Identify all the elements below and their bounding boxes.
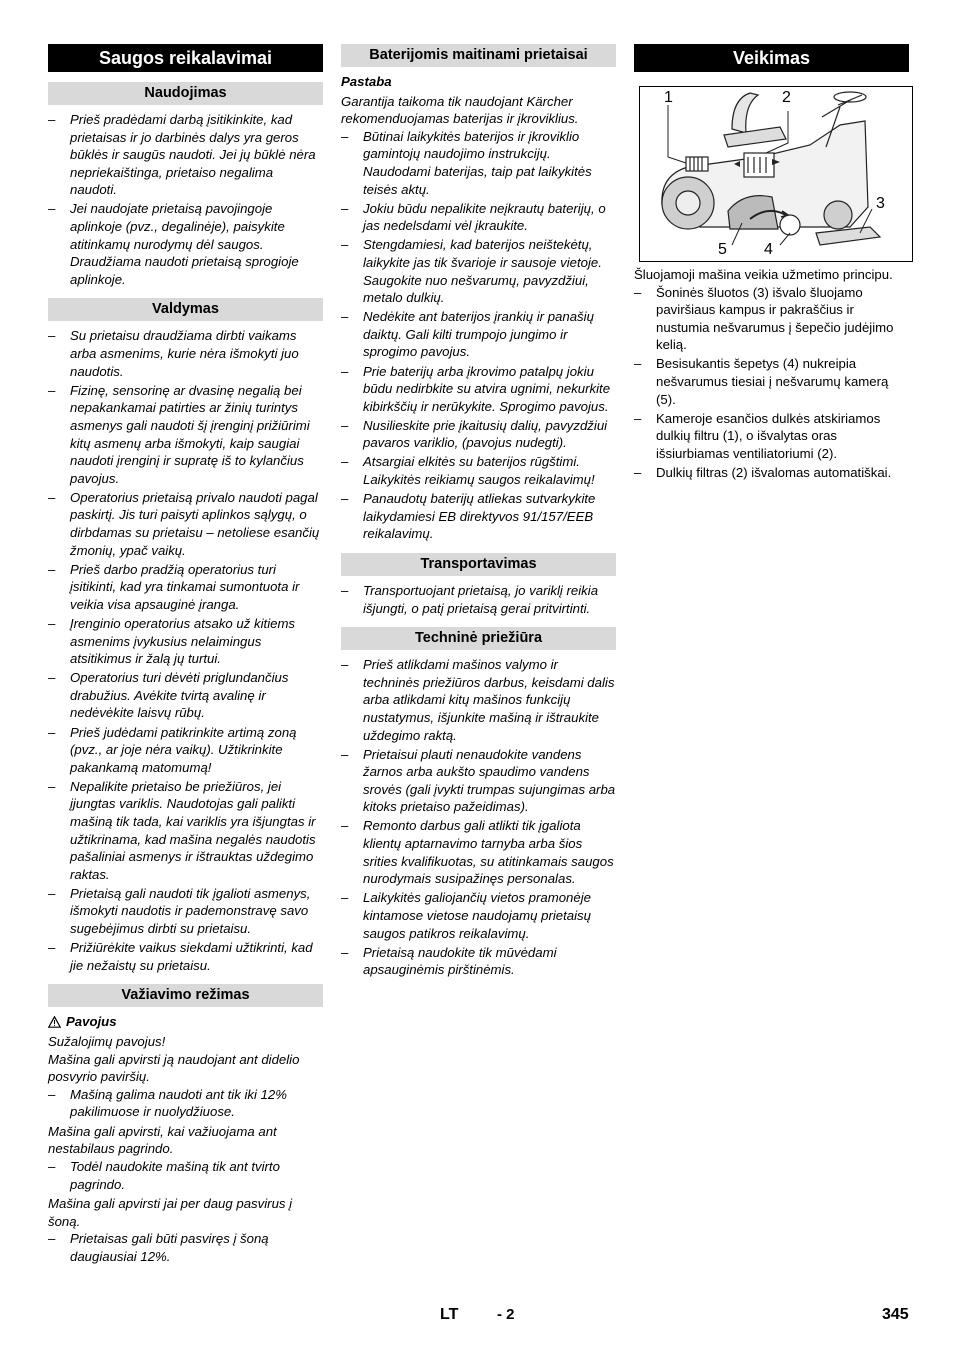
list-item: – Laikykitės galiojančių vietos pramonėje kintamose vietose naudojamų prietaisų saugos patikros reikalavimų. bbox=[341, 889, 616, 942]
subheading-naudojimas: Naudojimas bbox=[48, 82, 323, 105]
subheading-vaziavimo-rezimas: Važiavimo režimas bbox=[48, 984, 323, 1007]
list-item: – Stengdamiesi, kad baterijos neištekėtų, laikykite jas tik švarioje ir sausoje vietoje. Saugokite nuo nešvarumų, pavyzdžiui, metalo dulkių. bbox=[341, 236, 616, 306]
list-item: – Prieš darbo pradžią operatorius turi įsitikinti, kad yra tinkamai sumontuota ir veikia visa apsauginė įranga. bbox=[48, 561, 323, 614]
list-item: – Prie baterijų arba įkrovimo patalpų jokiu būdu nedirbkite su atvira ugnimi, nekurkite kibirkščių ir nerūkykite. Sprogimo pavojus. bbox=[341, 363, 616, 416]
list-item: – Prieš pradėdami darbą įsitikinkite, kad prietaisas ir jo darbinės dalys yra geros būklės ir saugūs naudoti. Jei jų būklė nėra nepriekaištinga, prietaiso negalima naudoti. bbox=[48, 111, 323, 199]
list-item: – Operatorius turi dėvėti priglundančius drabužius. Avėkite tvirtą avalinę ir nedėvėkite laisvų rūbų. bbox=[48, 669, 323, 722]
veikimas-list bbox=[634, 284, 909, 482]
column-3 bbox=[634, 44, 909, 484]
list-item: – Prižiūrėkite vaikus siekdami užtikrinti, kad jie nežaistų su prietaisu. bbox=[48, 939, 323, 974]
list-item: – Prietaisą naudokite tik mūvėdami apsauginėmis pirštinėmis. bbox=[341, 944, 616, 979]
list-item: – Jokiu būdu nepalikite neįkrautų baterijų, o jas nedelsdami vėl įkraukite. bbox=[341, 200, 616, 235]
sweeper-illustration bbox=[640, 87, 912, 261]
callout-1: 1 bbox=[664, 89, 673, 106]
list-item: – Atsargiai elkitės su baterijos rūgštimi. Laikykitės reikiamų saugos reikalavimų! bbox=[341, 453, 616, 488]
list-item: – Todėl naudokite mašiną tik ant tvirto pagrindo. bbox=[48, 1158, 323, 1193]
technine-list bbox=[341, 656, 616, 979]
callout-2: 2 bbox=[782, 89, 791, 106]
list-item: – Šoninės šluotos (3) išvalo šluojamo paviršiaus kampus ir pakraščius ir nustumia nešvarumus į šepečio judėjimo kelią. bbox=[634, 284, 909, 354]
list-item: – Įrenginio operatorius atsako už kitiems asmenims įvykusius nelaimingus atsitikimus ir žalą jų turtui. bbox=[48, 615, 323, 668]
valdymas-list bbox=[48, 327, 323, 974]
list-item: – Su prietaisu draudžiama dirbti vaikams arba asmenims, kurie nėra išmokyti juo naudotis. bbox=[48, 327, 323, 380]
subheading-baterijos: Baterijomis maitinami prietaisai bbox=[341, 44, 616, 67]
transportavimas-list bbox=[341, 582, 616, 617]
footer-page-ref: - 2 bbox=[497, 1306, 515, 1323]
callout-4: 4 bbox=[764, 241, 773, 258]
note-label: Pastaba bbox=[341, 74, 392, 89]
paragraph: Mašina gali apvirsti ją naudojant ant didelio posvyrio paviršių. bbox=[48, 1051, 300, 1085]
sweeper-diagram bbox=[639, 86, 913, 262]
list-item: – Prieš judėdami patikrinkite artimą zoną (pvz., ar joje nėra vaikų). Užtikrinkite pakankamą matomumą! bbox=[48, 724, 323, 777]
list-item: – Kameroje esančios dulkės atskiriamos dulkių filtru (1), o išvalytas oras išsiurbiamas ventiliatoriumi (2). bbox=[634, 410, 909, 463]
list-item: – Prietaisas gali būti pasviręs į šoną daugiausiai 12%. bbox=[48, 1230, 323, 1265]
column-1 bbox=[48, 44, 323, 1268]
paragraph: Mašina gali apvirsti, kai važiuojama ant nestabilaus pagrindo. bbox=[48, 1123, 277, 1157]
list-item: – Nusilieskite prie įkaitusių dalių, pavyzdžiui pavaros variklio, (pavojus nudegti). bbox=[341, 417, 616, 452]
footer-language: LT bbox=[440, 1306, 459, 1323]
note-text: Garantija taikoma tik naudojant Kärcher rekomenduojamas baterijas ir įkroviklius. bbox=[341, 93, 579, 127]
subheading-technine-prieziura: Techninė priežiūra bbox=[341, 627, 616, 650]
column-2 bbox=[341, 44, 616, 981]
footer-page-number: 345 bbox=[882, 1306, 909, 1323]
danger-label: Pavojus bbox=[66, 1014, 117, 1030]
list-item: – Prieš atlikdami mašinos valymo ir techninės priežiūros darbus, keisdami dalis arba atlikdami kitų mašinos funkcijų nustatymus, išjunkite mašiną ir ištraukite uždegimo raktą. bbox=[341, 656, 616, 744]
intro-text: Šluojamoji mašina veikia užmetimo principu. bbox=[634, 267, 893, 282]
baterijos-list bbox=[341, 128, 616, 543]
vaziavimo-list-2 bbox=[48, 1158, 323, 1193]
naudojimas-list bbox=[48, 111, 323, 288]
list-item: – Operatorius prietaisą privalo naudoti pagal paskirtį. Jis turi paisyti aplinkos sąlygų, o dirbdamas su prietaisu – netoliese esančių žmonių, ypač vaikų. bbox=[48, 489, 323, 559]
list-item: – Mašiną galima naudoti ant tik iki 12% pakilimuose ir nuolydžiuose. bbox=[48, 1086, 323, 1121]
list-item: – Dulkių filtras (2) išvalomas automatiškai. bbox=[634, 464, 909, 482]
warning-triangle-icon bbox=[48, 1015, 62, 1033]
subheading-transportavimas: Transportavimas bbox=[341, 553, 616, 576]
paragraph: Mašina gali apvirsti jai per daug pasvirus į šoną. bbox=[48, 1196, 293, 1229]
list-item: – Nedėkite ant baterijos įrankių ir panašių daiktų. Gali kilti trumpojo jungimo ir sprogimo pavojus. bbox=[341, 308, 616, 361]
list-item: – Nepalikite prietaiso be priežiūros, jei įjungtas variklis. Naudotojas gali palikti mašiną tik tada, kai variklis yra išjungtas ir užtikrinama, kad mašina negalės naudotis pašaliniai asmenys ir ištrauktas uždegimo raktas. bbox=[48, 778, 323, 884]
subheading-valdymas: Valdymas bbox=[48, 298, 323, 321]
list-item: – Transportuojant prietaisą, jo variklį reikia išjungti, o patį prietaisą gerai pritvirtinti. bbox=[341, 582, 616, 617]
callout-5: 5 bbox=[718, 241, 727, 258]
list-item: – Prietaisui plauti nenaudokite vandens žarnos arba aukšto spaudimo vandens srovės (gali įvykti trumpas sujungimas arba kitoks prietaiso pažeidimas). bbox=[341, 746, 616, 816]
list-item: – Fizinę, sensorinę ar dvasinę negalią bei nepakankamai patirties ar žinių turintys asmenys gali naudoti šį įrenginį prižiūrimi kitų asmenų arba išmokyti, kaip saugiai naudoti įrenginį ir supratę iš to kylančius pavojus. bbox=[48, 382, 323, 488]
list-item: – Prietaisą gali naudoti tik įgalioti asmenys, išmokyti naudotis ir pademonstravę savo sugebėjimus dirbti su prietaisu. bbox=[48, 885, 323, 938]
callout-3: 3 bbox=[876, 195, 885, 212]
list-item: – Besisukantis šepetys (4) nukreipia nešvarumus tiesiai į nešvarumų kamerą (5). bbox=[634, 355, 909, 408]
vaziavimo-list-1 bbox=[48, 1086, 323, 1121]
danger-note bbox=[48, 1013, 323, 1033]
paragraph: Sužalojimų pavojus! bbox=[48, 1033, 166, 1049]
list-item: – Jei naudojate prietaisą pavojingoje aplinkoje (pvz., degalinėje), paisykite atitinkamų nurodymų dėl saugos. Draudžiama naudoti prietaisą sprogioje aplinkoje. bbox=[48, 200, 323, 288]
list-item: – Būtinai laikykitės baterijos ir įkroviklio gamintojų naudojimo instrukcijų. Naudodami baterijas, taip pat laikykitės teisės aktų. bbox=[341, 128, 616, 198]
list-item: – Panaudotų baterijų atliekas sutvarkykite laikydamiesi EB direktyvos 91/157/EEB reikalavimų. bbox=[341, 490, 616, 543]
list-item: – Remonto darbus gali atlikti tik įgaliota klientų aptarnavimo tarnyba arba šios srities kvalifikuotas, su atitinkamais saugos nurodymais susipažinęs personalas. bbox=[341, 817, 616, 887]
section-title-veikimas: Veikimas bbox=[634, 44, 909, 72]
section-title-saugos: Saugos reikalavimai bbox=[48, 44, 323, 72]
vaziavimo-list-3 bbox=[48, 1230, 323, 1265]
